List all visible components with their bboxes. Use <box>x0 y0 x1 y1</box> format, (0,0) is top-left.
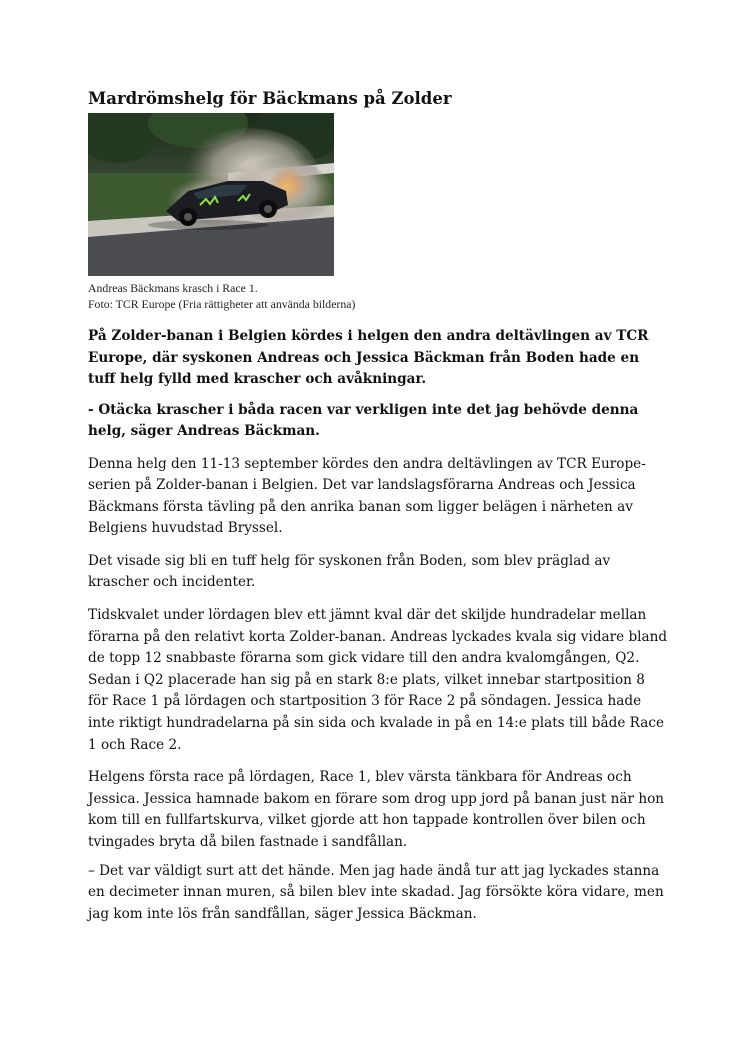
body-paragraph: – Det var väldigt surt att det hände. Men jag hade ändå tur att jag lyckades stanna en decimeter innan muren, så bilen blev inte skadad. Jag försökte köra vidare, men jag kom inte lös från sandfållan, säger Jessica Bäckman. <box>88 862 664 922</box>
photo-credit: Foto: TCR Europe (Fria rättigheter att använda bilderna) <box>88 297 356 311</box>
photo-caption <box>88 280 668 312</box>
body-paragraph: Tidskvalet under lördagen blev ett jämnt kval där det skiljde hundradelar mellan förarna på den relativt korta Zolder-banan. Andreas lyckades kvala sig vidare bland de topp 12 snabbaste förarna som gick vidare till den andra kvalomgången, Q2. Sedan i Q2 placerade han sig på en stark 8:e plats, vilket innebar startposition 8 för Race 1 på lördagen och startposition 3 för Race 2 på söndagen. Jessica hade inte riktigt hundradelarna på sin sida och kvalade in på en 14:e plats till både Race 1 och Race 2. <box>88 607 668 753</box>
body-paragraph: Helgens första race på lördagen, Race 1, blev värsta tänkbara för Andreas och Jessica. Jessica hamnade bakom en förare som drog upp jord på banan just när hon kom till en fullfartskurva, vilket gjorde att hon tappade kontrollen över bilen och tvingades bryta då bilen fastnade i sandfållan. <box>88 769 665 850</box>
body-paragraph: Det visade sig bli en tuff helg för syskonen från Boden, som blev präglad av krascher och incidenter. <box>88 552 611 591</box>
article-title: Mardrömshelg för Bäckmans på Zolder <box>88 89 452 108</box>
lead-paragraph: På Zolder-banan i Belgien kördes i helgen den andra deltävlingen av TCR Europe, där syskonen Andreas och Jessica Bäckman från Boden hade en tuff helg fylld med krascher och avåkningar. <box>88 328 649 387</box>
lead-quote: - Otäcka krascher i båda racen var verkligen inte det jag behövde denna helg, säger Andreas Bäckman. <box>88 401 639 439</box>
caption-line: Andreas Bäckmans krasch i Race 1. <box>88 281 258 295</box>
body-paragraph: Denna helg den 11-13 september kördes den andra deltävlingen av TCR Europe-serien på Zolder-banan i Belgien. Det var landslagsförarna Andreas och Jessica Bäckmans första tävling på den anrika banan som ligger belägen i närheten av Belgiens huvudstad Bryssel. <box>88 455 646 537</box>
article <box>88 88 668 925</box>
crash-photo <box>88 113 334 276</box>
